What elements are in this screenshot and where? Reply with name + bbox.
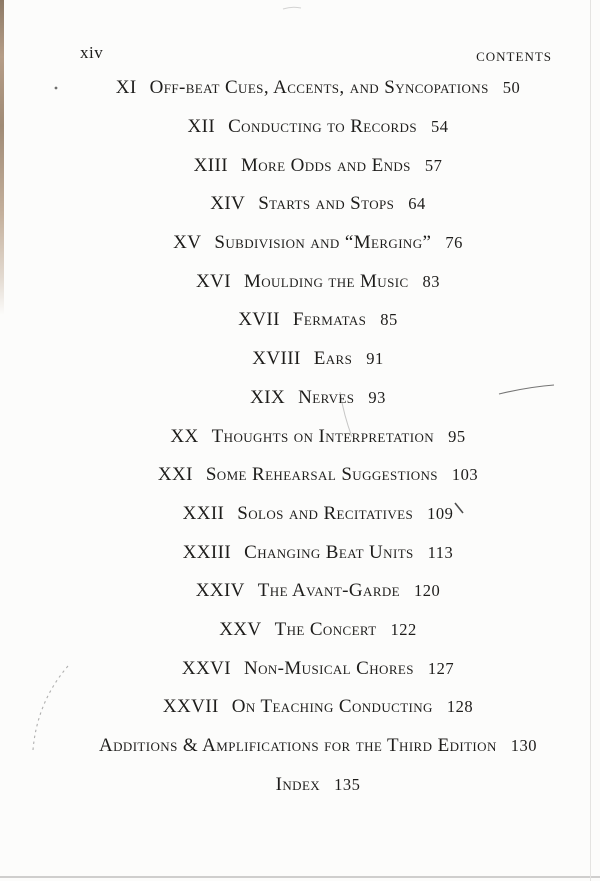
chapter-number: XV	[173, 232, 202, 254]
toc-entry	[36, 185, 600, 224]
toc-entry	[36, 340, 600, 379]
chapter-title: Nerves	[298, 386, 355, 408]
page-number: 130	[510, 736, 537, 756]
toc-entry	[36, 688, 600, 727]
page-number: 83	[422, 271, 441, 291]
chapter-title: Starts and Stops	[258, 193, 395, 215]
chapter-number: XIX	[250, 386, 286, 408]
page-number: 93	[368, 387, 386, 407]
chapter-title: Non-Musical Chores	[243, 657, 414, 679]
chapter-number: XIV	[210, 193, 246, 215]
chapter-title: Off-beat Cues, Accents, and Syncopations	[149, 77, 489, 99]
scan-bottom-edge	[0, 876, 600, 878]
toc-entry	[36, 224, 600, 263]
page-number: 103	[451, 465, 479, 485]
page-number: 95	[448, 426, 466, 446]
chapter-title: More Odds and Ends	[240, 154, 411, 176]
chapter-title: Changing Beat Units	[244, 541, 414, 563]
page-number: 109	[427, 503, 454, 523]
running-head: CONTENTS	[476, 49, 552, 64]
chapter-number: XXIV	[195, 580, 245, 602]
chapter-title: Moulding the Music	[243, 270, 409, 292]
page-number: 127	[427, 658, 455, 678]
page-number: 57	[424, 155, 443, 175]
toc-entry	[36, 572, 600, 611]
chapter-number: XI	[115, 77, 137, 99]
chapter-title: Index	[275, 773, 321, 795]
chapter-number: XXVI	[181, 657, 231, 679]
toc-entry	[36, 69, 600, 108]
chapter-title: Conducting to Records	[228, 116, 417, 138]
table-of-contents	[36, 69, 600, 804]
toc-entry	[36, 727, 600, 766]
toc-entry	[36, 611, 600, 650]
page-number: 128	[446, 697, 474, 717]
page-number: 120	[414, 581, 441, 601]
chapter-title: The Avant-Garde	[257, 580, 401, 602]
toc-entry	[36, 146, 600, 185]
toc-entry	[36, 379, 600, 418]
toc-entry	[36, 649, 600, 688]
chapter-number: XIII	[193, 154, 228, 176]
toc-entry	[36, 765, 600, 804]
page-number: 113	[427, 542, 454, 562]
chapter-title: Ears	[313, 348, 353, 370]
toc-entry	[36, 108, 600, 147]
chapter-title: Fermatas	[292, 309, 367, 331]
page-number: 50	[502, 78, 521, 98]
toc-entry	[36, 456, 600, 495]
book-gutter-edge	[0, 0, 4, 315]
page-number: 91	[366, 349, 384, 369]
chapter-number: XX	[170, 425, 199, 447]
toc-entry	[36, 495, 600, 534]
page-number: 122	[390, 619, 417, 639]
page-number: 76	[445, 233, 463, 253]
toc-entry	[36, 533, 600, 572]
chapter-title: Some Rehearsal Suggestions	[205, 464, 438, 486]
chapter-title: The Concert	[274, 618, 377, 640]
chapter-number: XXII	[182, 502, 225, 524]
chapter-title: Solos and Recitatives	[237, 502, 414, 524]
chapter-number: XII	[187, 116, 216, 138]
chapter-number: XVII	[238, 309, 280, 331]
page-number: 85	[380, 310, 398, 330]
toc-entry	[36, 301, 600, 340]
chapter-title: Additions & Amplifications for the Third Edition	[99, 735, 497, 757]
chapter-number: XXI	[157, 464, 193, 486]
chapter-title: Subdivision and “Merging”	[214, 232, 432, 254]
chapter-number: XVIII	[252, 348, 301, 370]
chapter-number: XXVII	[162, 696, 219, 718]
chapter-number: XXV	[219, 618, 262, 640]
page-folio: xiv	[80, 43, 104, 62]
page-number: 135	[334, 774, 361, 794]
toc-entry	[36, 262, 600, 301]
chapter-number: XXIII	[182, 541, 232, 563]
toc-entry	[36, 417, 600, 456]
chapter-number: XVI	[195, 270, 231, 292]
chapter-title: Thoughts on Interpretation	[211, 425, 435, 447]
page-number: 64	[408, 194, 426, 214]
page-number: 54	[430, 117, 449, 137]
chapter-title: On Teaching Conducting	[231, 696, 433, 718]
